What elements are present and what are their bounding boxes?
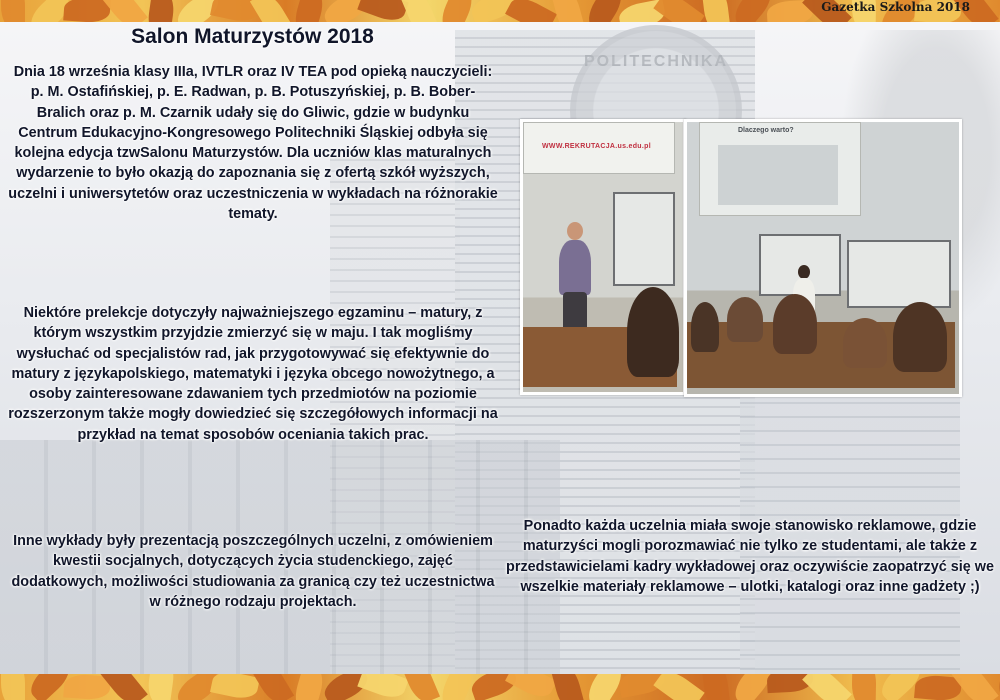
leaf-icon: [357, 674, 408, 700]
photo-scene: [687, 122, 959, 394]
audience-member: [691, 302, 719, 352]
whiteboard-right: [847, 240, 951, 308]
leaf-icon: [701, 0, 730, 22]
paragraph-1: Dnia 18 września klasy IIIa, IVTLR oraz IV TEA pod opieką nauczycieli: p. M. Ostafińskiej, p. E. Radwan, p. B. Potuszyńskiej, p. B. Bober-Bralich oraz p. M. Czarnik udały się do Gliwic, gdzie w budynku Centrum Edukacyjno-Kongresowego Politechniki Śląskiej odbyła się kolejna edycja tzwSalonu Maturzystów. Dla uczniów klas maturalnych wydarzenie to było okazją do zapoznania się z ofertą szkół wyższych, uczelni i uniwersytetów oraz uczestniczenia w wykładach na różnorakie tematy.: [8, 64, 498, 223]
article-title: Salon Maturzystów 2018: [131, 25, 374, 48]
emblem-text: POLITECHNIKA: [584, 53, 728, 70]
audience-member: [843, 318, 887, 368]
projection-image: [718, 145, 838, 205]
autumn-leaves-bottom-border: [0, 674, 1000, 700]
leaf-icon: [210, 674, 260, 700]
photo-scene: [523, 122, 683, 392]
audience-member: [727, 297, 763, 342]
leaf-icon: [146, 0, 176, 22]
newsletter-label: Gazetka Szkolna 2018: [821, 0, 970, 14]
leaf-icon: [505, 0, 557, 22]
projection-screen: [699, 122, 861, 216]
photo-speaker-right: [684, 119, 962, 397]
leaf-icon: [400, 0, 440, 22]
leaf-icon: [63, 0, 111, 22]
leaf-icon: [550, 0, 585, 22]
speaker-head: [567, 222, 583, 240]
leaf-icon: [291, 0, 327, 22]
leaf-icon: [550, 674, 585, 700]
speaker-head: [798, 265, 810, 279]
paragraph-2: Niektóre prelekcje dotyczyły najważniejszego egzaminu – matury, z którym wszystkim przyjdzie zmierzyć się w maju. I tak mogliśmy wysłuchać od specjalistów rad, jak przygotowywać się efektywnie do matury z językapolskiego, matematyki i języka obcego nowożytnego, a osoby zainteresowane zdawaniem tych przedmiotów na poziomie rozszerzonym także mogły dowiedzieć się szczegółowych informacji na przykład na temat sposobów oceniania takich prac.: [8, 305, 498, 443]
leaf-icon: [250, 0, 294, 22]
leaf-icon: [291, 674, 327, 700]
speaker-body: [559, 240, 591, 295]
leaf-icon: [802, 674, 852, 700]
leaf-icon: [701, 674, 730, 700]
leaf-icon: [146, 674, 176, 700]
leaf-icon: [852, 674, 877, 700]
leaf-icon: [1, 674, 25, 700]
projection-url: WWW.REKRUTACJA.us.edu.pl: [542, 143, 651, 150]
projection-screen: [523, 122, 675, 174]
leaf-icon: [357, 0, 408, 22]
audience-member: [893, 302, 947, 372]
audience-member: [627, 287, 679, 377]
photo-speaker-left: [520, 119, 686, 395]
leaf-icon: [505, 674, 557, 700]
projection-title: Dlaczego warto?: [738, 127, 794, 134]
paragraph-4: Ponadto każda uczelnia miała swoje stanowisko reklamowe, gdzie maturzyści mogli porozmawiać nie tylko ze studentami, ale także z przedstawicielami kadry wykładowej oraz oczywiście zaopatrzyć się we wszelkie materiały reklamowe – ulotki, katalogi oraz inne gadżety ;): [506, 518, 994, 595]
whiteboard: [613, 192, 675, 286]
leaf-icon: [1, 0, 25, 22]
paragraph-3: Inne wykłady były prezentacją poszczególnych uczelni, z omówieniem kwestii socjalnych, dotyczących życia studenckiego, zajęć dodatkowych, możliwości studiowania za granicą czy też uczestnictwa w różnego rodzaju projektach.: [11, 533, 495, 610]
audience-member: [773, 294, 817, 354]
leaf-icon: [653, 674, 704, 700]
